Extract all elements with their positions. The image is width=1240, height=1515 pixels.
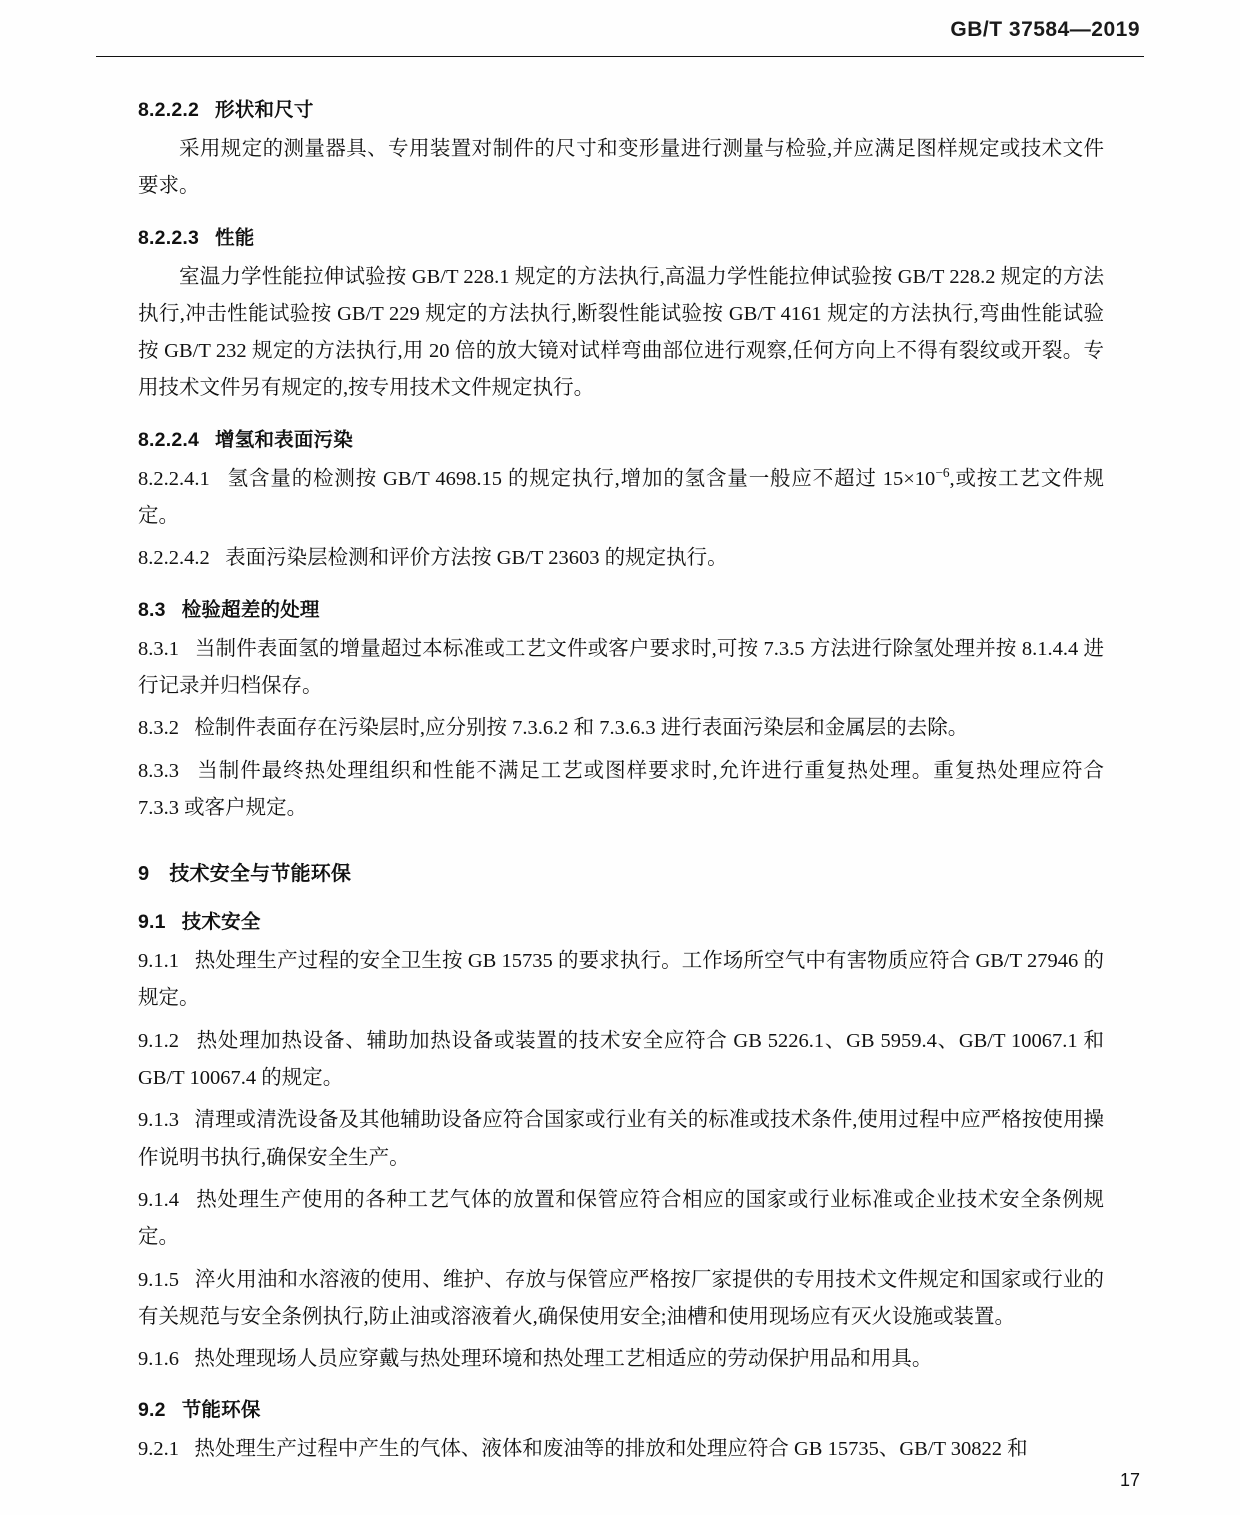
heading-number: 9.2: [138, 1399, 166, 1422]
clause-text: 淬火用油和水溶液的使用、维护、存放与保管应严格按厂家提供的专用技术文件规定和国家或行业的有关规范与安全条例执行,防止油或溶液着火,确保使用安全;油槽和使用现场应有灭火设施或装置。: [138, 1268, 1105, 1328]
heading-number: 8.2.2.2: [138, 99, 200, 121]
clause-8-2-2-4-2: [138, 535, 1104, 577]
paragraph-8-2-2-2-1: 采用规定的测量器具、专用装置对制件的尺寸和变形量进行测量与检验,并应满足图样规定或技术文件要求。: [138, 138, 1104, 198]
document-body: [138, 78, 1104, 1469]
heading-title: 技术安全: [181, 911, 261, 934]
clause-index: 9.1.1: [138, 950, 179, 973]
clause-text: 热处理生产过程的安全卫生按 GB 15735 的要求执行。工作场所空气中有害物质应符合 GB/T 27946 的规定。: [138, 950, 1104, 1010]
heading-title: 节能环保: [181, 1399, 261, 1422]
heading-title: 增氢和表面污染: [215, 428, 353, 451]
heading-9-2: [138, 1378, 1104, 1426]
page-header-standard-number: GB/T 37584—2019: [950, 18, 1140, 41]
clause-9-1-3: [138, 1097, 1104, 1177]
paragraph-8-2-2-3-1: 室温力学性能拉伸试验按 GB/T 228.1 规定的方法执行,高温力学性能拉伸试验按 GB/T 228.2 规定的方法执行,冲击性能试验按 GB/T 229 规定的方法执行,断裂性能试验按 GB/T 4161 规定的方法执行,弯曲性能试验按 GB/T 232 规定的方法执行,用 20 倍的放大镜对试样弯曲部位进行观察,任何方向上不得有裂纹或开裂。专用技术文件另有规定的,按专用技术文件规定执行。: [138, 265, 1104, 400]
clause-index: 8.2.2.4.1: [138, 467, 210, 490]
clause-superscript: −6: [935, 464, 950, 480]
clause-text-after: ,或按工艺文件规定。: [138, 467, 1105, 528]
heading-8-2-2-3: [138, 206, 1104, 254]
heading-9-1: [138, 890, 1104, 938]
clause-9-1-5: [138, 1257, 1104, 1337]
clause-9-1-6: [138, 1336, 1104, 1378]
clause-index: 8.3.1: [138, 637, 179, 660]
header-divider: [96, 56, 1144, 57]
clause-index: 9.1.4: [138, 1188, 179, 1211]
clause-8-3-2: [138, 705, 1104, 747]
clause-index: 9.1.5: [138, 1268, 179, 1291]
heading-9: [138, 827, 1104, 890]
clause-index: 9.1.6: [138, 1348, 179, 1371]
heading-number: 9: [138, 863, 150, 886]
heading-8-2-2-2: [138, 78, 1104, 126]
heading-number: 9.1: [138, 911, 166, 934]
heading-title: 形状和尺寸: [215, 99, 314, 121]
heading-number: 8.2.2.3: [138, 226, 200, 249]
clause-9-1-2: [138, 1018, 1104, 1098]
clause-text: 检制件表面存在污染层时,应分别按 7.3.6.2 和 7.3.6.3 进行表面污染层和金属层的去除。: [194, 717, 969, 740]
clause-text: 热处理生产使用的各种工艺气体的放置和保管应符合相应的国家或行业标准或企业技术安全条例规定。: [138, 1188, 1104, 1249]
heading-8-3: [138, 578, 1104, 626]
clause-index: 9.2.1: [138, 1438, 179, 1461]
clause-9-1-1: [138, 938, 1104, 1018]
clause-text: 当制件最终热处理组织和性能不满足工艺或图样要求时,允许进行重复热处理。重复热处理应符合 7.3.3 或客户规定。: [138, 759, 1105, 819]
heading-8-2-2-4: [138, 408, 1104, 456]
clause-text: 热处理现场人员应穿戴与热处理环境和热处理工艺相适应的劳动保护用品和用具。: [194, 1348, 933, 1371]
heading-title: 性能: [215, 226, 255, 249]
clause-text: 清理或清洗设备及其他辅助设备应符合国家或行业有关的标准或技术条件,使用过程中应严格按使用操作说明书执行,确保安全生产。: [138, 1109, 1105, 1169]
clause-index: 9.1.3: [138, 1109, 179, 1132]
heading-title: 检验超差的处理: [181, 598, 320, 621]
clause-index: 8.2.2.4.2: [138, 547, 210, 570]
heading-number: 8.2.2.4: [138, 428, 200, 451]
clause-text: 当制件表面氢的增量超过本标准或工艺文件或客户要求时,可按 7.3.5 方法进行除氢处理并按 8.1.4.4 进行记录并归档保存。: [138, 637, 1105, 697]
clause-8-3-3: [138, 748, 1104, 828]
clause-text: 热处理生产过程中产生的气体、液体和废油等的排放和处理应符合 GB 15735、GB/T 30822 和: [194, 1438, 1028, 1461]
clause-text: 表面污染层检测和评价方法按 GB/T 23603 的规定执行。: [225, 547, 728, 570]
clause-index: 8.3.3: [138, 759, 179, 782]
heading-number: 8.3: [138, 598, 166, 621]
clause-9-2-1: [138, 1426, 1104, 1468]
clause-text: 热处理加热设备、辅助加热设备或装置的技术安全应符合 GB 5226.1、GB 5959.4、GB/T 10067.1 和 GB/T 10067.4 的规定。: [138, 1029, 1104, 1090]
clause-8-2-2-4-1: [138, 456, 1104, 536]
clause-8-3-1: [138, 626, 1104, 706]
clause-index: 8.3.2: [138, 717, 179, 740]
clause-index: 9.1.2: [138, 1029, 179, 1052]
clause-text-before: 氢含量的检测按 GB/T 4698.15 的规定执行,增加的氢含量一般应不超过 15×10: [227, 467, 936, 490]
page-number: 17: [1119, 1470, 1140, 1490]
clause-9-1-4: [138, 1177, 1104, 1257]
heading-title: 技术安全与节能环保: [169, 863, 352, 886]
